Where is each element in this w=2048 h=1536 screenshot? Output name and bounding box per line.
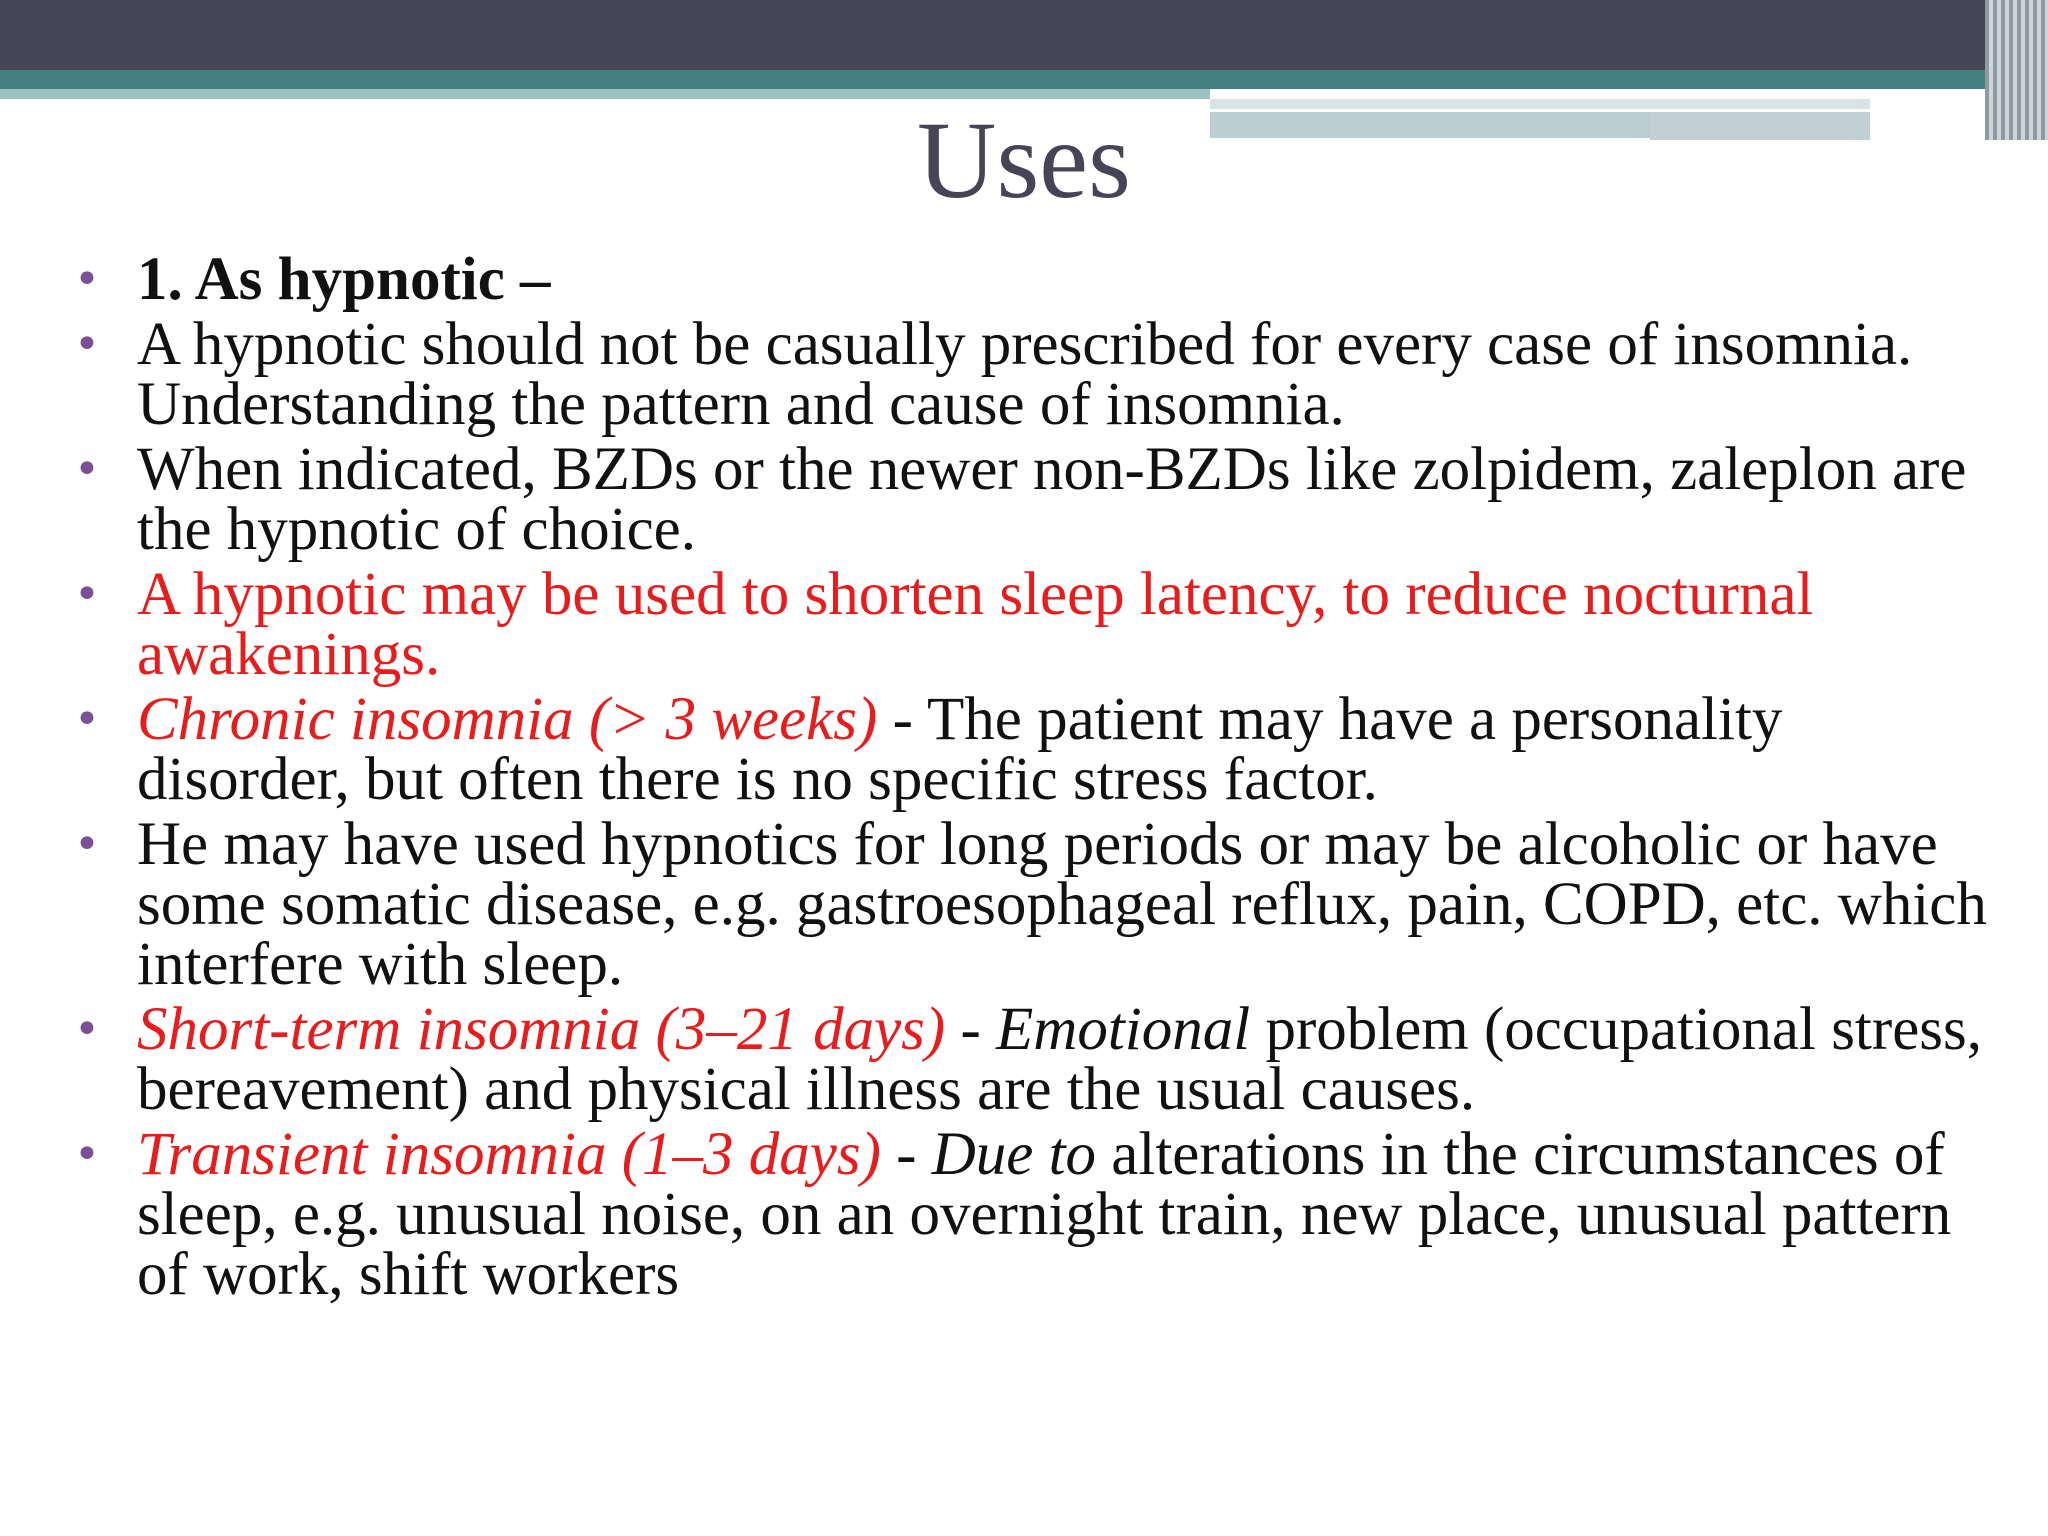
bullet-list bbox=[70, 246, 2010, 1310]
item-text: When indicated, BZDs or the newer non-BZDs like zolpidem, zaleplon are the hypnotic of choice. bbox=[137, 436, 1967, 563]
list-item bbox=[70, 436, 2010, 563]
item-emphasis: Due to bbox=[931, 1121, 1097, 1188]
list-item bbox=[70, 561, 2010, 688]
list-item bbox=[70, 246, 2010, 313]
list-item bbox=[70, 996, 2010, 1123]
header-bar-teal bbox=[0, 70, 2048, 89]
item-dash: - bbox=[880, 1121, 932, 1188]
item-text: alterations in the circumstances of sleep, e.g. unusual noise, on an overnight train, new place, unusual pattern of work, shift workers bbox=[137, 1121, 1952, 1308]
item-lead-term: Transient insomnia (1–3 days) bbox=[137, 1121, 881, 1188]
bullet-icon: • bbox=[74, 569, 100, 620]
item-emphasis: Emotional bbox=[996, 996, 1251, 1063]
bullet-icon: • bbox=[74, 319, 100, 370]
header-bar-light bbox=[0, 89, 1210, 99]
item-lead-term: Chronic insomnia (> 3 weeks) bbox=[137, 686, 878, 753]
item-text: A hypnotic should not be casually prescribed for every case of insomnia. Understanding the pattern and cause of insomnia. bbox=[137, 311, 1913, 438]
bullet-icon: • bbox=[74, 1004, 100, 1055]
list-item bbox=[70, 811, 2010, 998]
section-heading: 1. As hypnotic – bbox=[137, 246, 551, 313]
bullet-icon: • bbox=[74, 444, 100, 495]
bullet-icon: • bbox=[74, 1129, 100, 1180]
bullet-icon: • bbox=[74, 254, 100, 305]
item-text-highlight: A hypnotic may be used to shorten sleep latency, to reduce nocturnal awakenings. bbox=[137, 561, 1814, 688]
item-lead-term: Short-term insomnia (3–21 days) bbox=[137, 996, 946, 1063]
list-item bbox=[70, 686, 2010, 813]
bullet-icon: • bbox=[74, 694, 100, 745]
item-text: He may have used hypnotics for long periods or may be alcoholic or have some somatic disease, e.g. gastroesophageal reflux, pain, COPD, etc. which interfere with sleep. bbox=[137, 811, 1987, 998]
header-bar-dark bbox=[0, 0, 2048, 70]
item-text: problem (occupational stress, bereavement) and physical illness are the usual causes. bbox=[137, 996, 1982, 1123]
list-item bbox=[70, 311, 2010, 438]
bullet-icon: • bbox=[74, 819, 100, 870]
slide-title: Uses bbox=[917, 99, 1131, 221]
list-item bbox=[70, 1121, 2010, 1308]
item-dash: - bbox=[945, 996, 997, 1063]
item-text: - The patient may have a personality disorder, but often there is no specific stress factor. bbox=[137, 686, 1783, 813]
